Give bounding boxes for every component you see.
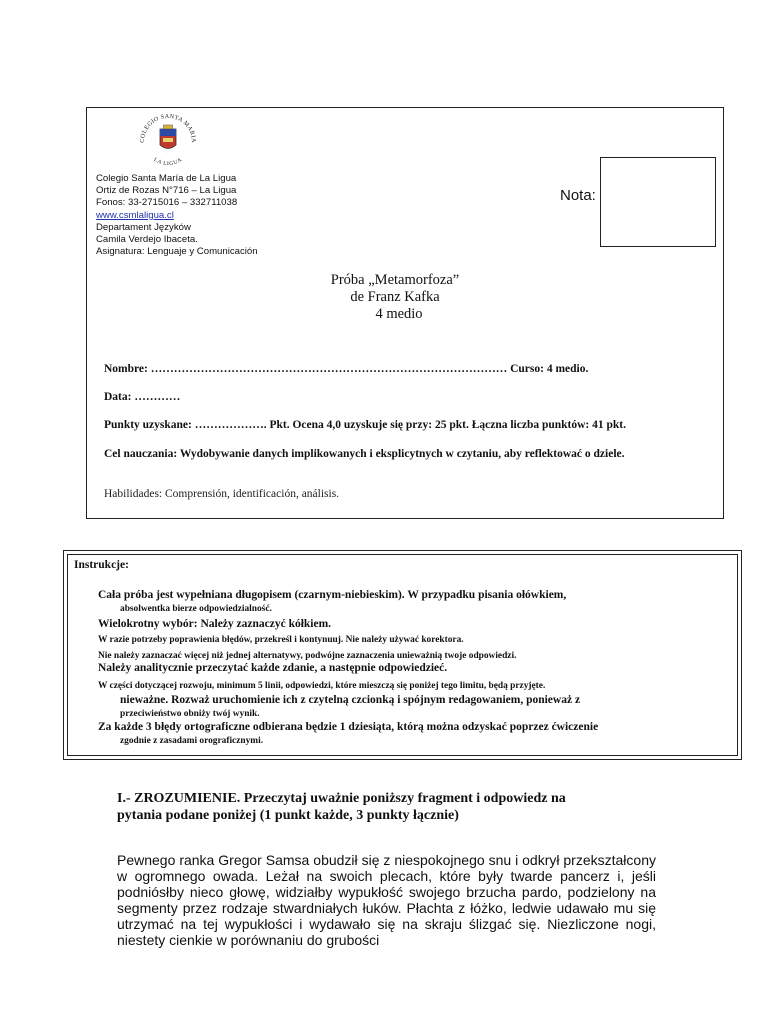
- department: Departament Języków: [96, 221, 191, 233]
- instruction-item: [98, 617, 331, 631]
- instruction-subtext: przeciwieństwo obniży twój wynik.: [120, 709, 260, 719]
- instructions-title: Instrukcje:: [74, 559, 129, 571]
- title-line: Próba „Metamorfoza”: [330, 272, 460, 288]
- school-website-link[interactable]: www.csmlaligua.cl: [96, 209, 174, 221]
- instruction-text: Wielokrotny wybór: Należy zaznaczyć kółkiem.: [98, 618, 332, 630]
- school-address: Ortiz de Rozas N°716 – La Ligua: [96, 185, 237, 197]
- title-line: de Franz Kafka: [350, 289, 440, 305]
- teacher-name: Camila Verdejo Ibaceta.: [96, 234, 198, 246]
- instruction-item: [98, 678, 580, 721]
- reading-passage: Pewnego ranka Gregor Samsa obudził się z niespokojnego snu i odkrył przekształcony w ogromnego owada. Leżał na swoich plecach, które były twarde pancerz i, jeśli podniósłby nieco głowę, widziałby wypukłość swojego brzucha pardo, podzielony na segmenty przez rodzaje stwardniałych łuków. Płachta z łóżko, ledwie udawało mu się utrzymać na tej wypukłości i wydawało się na skraju ślizgać się. Niezliczone nogi, niestety cienkie w porównaniu do grubości: [117, 852, 656, 948]
- instruction-text: Nie należy zaznaczać więcej niż jednej alternatywy, podwójne zaznaczenia unieważnią twoje odpowiedzi.: [98, 651, 517, 661]
- subject: Asignatura: Lenguaje y Comunicación: [96, 246, 258, 258]
- instruction-item: [98, 720, 598, 748]
- instruction-text: W części dotyczącej rozwoju, minimum 5 linii, odpowiedzi, które mieszczą się poniżej tego limitu, będą przyjęte.: [98, 681, 546, 691]
- school-crest-logo: [134, 112, 202, 168]
- test-title: [0, 272, 768, 323]
- points-field[interactable]: Punkty uzyskane: ………………. Pkt. Ocena 4,0 uzyskuje się przy: 25 pkt. Łączna liczba punktów: 41 pkt.: [104, 419, 627, 431]
- svg-text:LA LIGUA: [152, 157, 183, 167]
- instruction-subtext: nieważne. Rozważ uruchomienie ich z czytelną czcionką i spójnym redagowaniem, ponieważ z: [120, 694, 581, 706]
- school-phones: Fonos: 33-2715016 – 332711038: [96, 197, 238, 209]
- instruction-text: Cała próba jest wypełniana długopisem (czarnym-niebieskim). W przypadku pisania ołówkiem,: [98, 589, 567, 601]
- instruction-item: [98, 632, 464, 647]
- date-field[interactable]: Data: …………: [104, 391, 181, 403]
- crest-top-text: COLEGIO SANTA MARIA: [138, 112, 198, 144]
- instruction-subtext: zgodnie z zasadami orograficznymi.: [120, 736, 264, 746]
- skills: Habilidades: Comprensión, identificación, análisis.: [104, 488, 340, 500]
- grade-label: Nota:: [560, 187, 596, 204]
- instruction-subtext: absolwentka bierze odpowiedzialność.: [120, 604, 272, 614]
- title-line: 4 medio: [375, 306, 423, 322]
- name-course-field[interactable]: Nombre: ………………………………………………………………………………… Curso: 4 medio.: [104, 363, 589, 375]
- instruction-item: [98, 661, 447, 675]
- learning-goal: Cel nauczania: Wydobywanie danych implikowanych i eksplicytnych w czytaniu, aby reflektować o dziele.: [104, 448, 625, 460]
- school-info: [96, 173, 258, 258]
- crest-bottom-text: LA LIGUA: [152, 156, 184, 168]
- instruction-text: Należy analitycznie przeczytać każde zdanie, a następnie odpowiedzieć.: [98, 662, 448, 674]
- instruction-text: W razie potrzeby poprawienia błędów, przekreśl i kontynuuj. Nie należy używać korektora.: [98, 635, 464, 645]
- grade-box[interactable]: [600, 157, 716, 247]
- school-name: Colegio Santa María de La Ligua: [96, 173, 237, 184]
- instruction-item: [98, 588, 566, 616]
- section-heading: I.- ZROZUMIENIE. Przeczytaj uważnie poniższy fragment i odpowiedz na pytania podane poniżej (1 punkt każde, 3 punkty łącznie): [117, 791, 566, 823]
- instruction-text: Za każde 3 błędy ortograficzne odbierana będzie 1 dziesiąta, którą można odzyskać poprzez ćwiczenie: [98, 721, 599, 733]
